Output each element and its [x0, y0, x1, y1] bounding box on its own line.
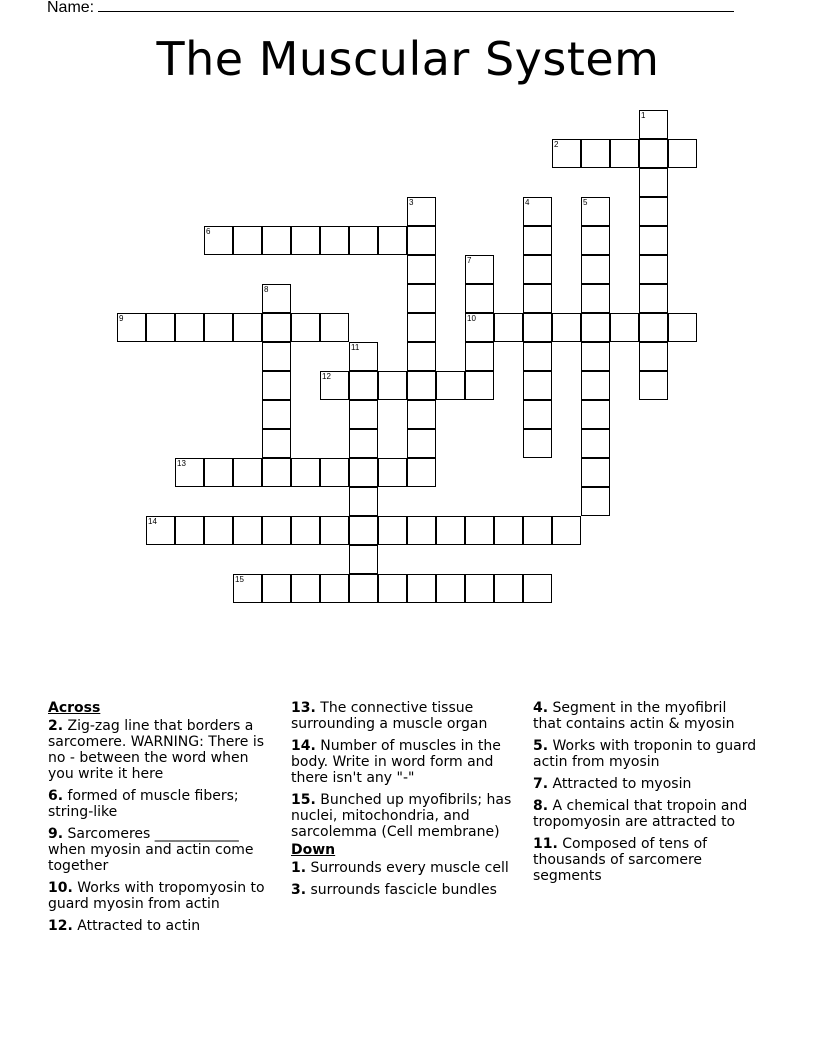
grid-cell[interactable] — [465, 255, 494, 284]
grid-cell[interactable] — [668, 313, 697, 342]
clue-number: 9. — [48, 826, 64, 842]
cell-number: 12 — [322, 372, 331, 381]
grid-cell[interactable] — [291, 574, 320, 603]
grid-cell[interactable] — [639, 284, 668, 313]
grid-cell[interactable] — [204, 458, 233, 487]
cell-number: 8 — [264, 285, 269, 294]
grid-cell[interactable] — [639, 371, 668, 400]
across-clue-9 — [48, 826, 273, 874]
clue-number: 11. — [533, 836, 558, 852]
clue-text: Attracted to myosin — [548, 776, 692, 792]
grid-cell[interactable] — [262, 516, 291, 545]
cell-number: 7 — [467, 256, 472, 265]
grid-cell[interactable] — [262, 458, 291, 487]
grid-cell[interactable] — [465, 313, 494, 342]
grid-cell[interactable] — [581, 400, 610, 429]
grid-cell[interactable] — [523, 255, 552, 284]
grid-cell[interactable] — [523, 197, 552, 226]
cell-number: 5 — [583, 198, 588, 207]
grid-cell[interactable] — [465, 371, 494, 400]
grid-cell[interactable] — [581, 429, 610, 458]
grid-cell[interactable] — [349, 545, 378, 574]
across-clue-14 — [291, 738, 516, 786]
down-clue-1 — [291, 860, 516, 876]
grid-cell[interactable] — [581, 313, 610, 342]
grid-cell[interactable] — [349, 371, 378, 400]
grid-cell[interactable] — [320, 574, 349, 603]
grid-cell[interactable] — [407, 197, 436, 226]
clue-number: 1. — [291, 860, 307, 876]
grid-cell[interactable] — [552, 516, 581, 545]
cell-number: 1 — [641, 111, 646, 120]
cell-number: 2 — [554, 140, 559, 149]
clue-text: Works with tropomyosin to guard myosin from actin — [48, 880, 265, 912]
grid-cell[interactable] — [204, 226, 233, 255]
clue-number: 7. — [533, 776, 549, 792]
grid-cell[interactable] — [407, 226, 436, 255]
name-label: Name: — [47, 0, 95, 16]
grid-cell[interactable] — [407, 342, 436, 371]
grid-cell[interactable] — [378, 516, 407, 545]
grid-cell[interactable] — [465, 574, 494, 603]
grid-cell[interactable] — [581, 342, 610, 371]
grid-cell[interactable] — [262, 574, 291, 603]
grid-cell[interactable] — [523, 516, 552, 545]
grid-cell[interactable] — [668, 139, 697, 168]
clue-number: 4. — [533, 700, 549, 716]
grid-cell[interactable] — [291, 313, 320, 342]
clue-number: 15. — [291, 792, 316, 808]
grid-cell[interactable] — [349, 400, 378, 429]
grid-cell[interactable] — [523, 429, 552, 458]
grid-cell[interactable] — [204, 516, 233, 545]
clue-text: Sarcomeres ____________ when myosin and actin come together — [48, 826, 254, 874]
down-clue-3 — [291, 882, 516, 898]
grid-cell[interactable] — [552, 139, 581, 168]
grid-cell[interactable] — [349, 516, 378, 545]
clue-text: The connective tissue surrounding a muscle organ — [291, 700, 488, 732]
cell-number: 14 — [148, 517, 157, 526]
clue-text: Composed of tens of thousands of sarcomere segments — [533, 836, 708, 884]
grid-cell[interactable] — [494, 574, 523, 603]
grid-cell[interactable] — [320, 516, 349, 545]
grid-cell[interactable] — [262, 400, 291, 429]
grid-cell[interactable] — [233, 574, 262, 603]
cell-number: 10 — [467, 314, 476, 323]
grid-cell[interactable] — [639, 313, 668, 342]
grid-cell[interactable] — [581, 371, 610, 400]
grid-cell[interactable] — [349, 429, 378, 458]
down-heading: Down — [291, 842, 336, 858]
grid-cell[interactable] — [552, 313, 581, 342]
grid-cell[interactable] — [378, 226, 407, 255]
clue-text: Bunched up myofibrils; has nuclei, mitochondria, and sarcolemma (Cell membrane) — [291, 792, 512, 840]
grid-cell[interactable] — [581, 458, 610, 487]
grid-cell[interactable] — [320, 458, 349, 487]
clue-text: Surrounds every muscle cell — [306, 860, 509, 876]
grid-cell[interactable] — [407, 429, 436, 458]
grid-cell[interactable] — [407, 284, 436, 313]
grid-cell[interactable] — [407, 516, 436, 545]
grid-cell[interactable] — [494, 516, 523, 545]
clue-text: Segment in the myofibril that contains actin & myosin — [533, 700, 735, 732]
grid-cell[interactable] — [639, 197, 668, 226]
grid-cell[interactable] — [523, 371, 552, 400]
grid-cell[interactable] — [349, 226, 378, 255]
grid-cell[interactable] — [175, 516, 204, 545]
grid-cell[interactable] — [407, 255, 436, 284]
across-clue-15 — [291, 792, 516, 840]
grid-cell[interactable] — [523, 313, 552, 342]
clue-text: Zig-zag line that borders a sarcomere. WARNING: There is no - between the word when you write it here — [48, 718, 265, 782]
grid-cell[interactable] — [146, 313, 175, 342]
grid-cell[interactable] — [291, 226, 320, 255]
grid-cell[interactable] — [233, 226, 262, 255]
down-clue-5 — [533, 738, 758, 770]
grid-cell[interactable] — [465, 284, 494, 313]
grid-cell[interactable] — [639, 139, 668, 168]
grid-cell[interactable] — [262, 429, 291, 458]
grid-cell[interactable] — [349, 458, 378, 487]
grid-cell[interactable] — [320, 371, 349, 400]
clue-text: Works with troponin to guard actin from myosin — [533, 738, 757, 770]
grid-cell[interactable] — [523, 574, 552, 603]
across-clue-6 — [48, 788, 273, 820]
clues-column-3 — [533, 700, 758, 890]
clues-column-2 — [291, 700, 516, 904]
grid-cell[interactable] — [378, 371, 407, 400]
grid-cell[interactable] — [291, 458, 320, 487]
grid-cell[interactable] — [262, 313, 291, 342]
grid-cell[interactable] — [233, 458, 262, 487]
grid-cell[interactable] — [291, 516, 320, 545]
grid-cell[interactable] — [639, 168, 668, 197]
across-clue-10 — [48, 880, 273, 912]
grid-cell[interactable] — [581, 226, 610, 255]
grid-cell[interactable] — [175, 458, 204, 487]
clue-number: 3. — [291, 882, 307, 898]
grid-cell[interactable] — [349, 342, 378, 371]
grid-cell[interactable] — [233, 516, 262, 545]
clue-number: 12. — [48, 918, 73, 934]
grid-cell[interactable] — [581, 284, 610, 313]
cell-number: 4 — [525, 198, 530, 207]
clue-text: formed of muscle fibers; string-like — [48, 788, 239, 820]
grid-cell[interactable] — [436, 516, 465, 545]
grid-cell[interactable] — [349, 487, 378, 516]
cell-number: 13 — [177, 459, 186, 468]
grid-cell[interactable] — [465, 516, 494, 545]
grid-cell[interactable] — [262, 342, 291, 371]
clue-number: 2. — [48, 718, 64, 734]
clue-text: Attracted to actin — [72, 918, 201, 934]
grid-cell[interactable] — [146, 516, 175, 545]
clue-text: Number of muscles in the body. Write in word form and there isn't any "-" — [291, 738, 501, 786]
across-clue-13 — [291, 700, 516, 732]
grid-cell[interactable] — [523, 400, 552, 429]
grid-cell[interactable] — [320, 313, 349, 342]
grid-cell[interactable] — [349, 574, 378, 603]
grid-cell[interactable] — [523, 284, 552, 313]
grid-cell[interactable] — [407, 574, 436, 603]
clue-text: A chemical that tropoin and tropomyosin are attracted to — [533, 798, 748, 830]
grid-cell[interactable] — [523, 342, 552, 371]
grid-cell[interactable] — [407, 371, 436, 400]
grid-cell[interactable] — [407, 458, 436, 487]
grid-cell[interactable] — [581, 139, 610, 168]
grid-cell[interactable] — [378, 574, 407, 603]
down-clue-11 — [533, 836, 758, 884]
grid-cell[interactable] — [581, 487, 610, 516]
cell-number: 9 — [119, 314, 124, 323]
grid-cell[interactable] — [320, 226, 349, 255]
grid-cell[interactable] — [378, 458, 407, 487]
grid-cell[interactable] — [233, 313, 262, 342]
page-title: The Muscular System — [156, 32, 660, 86]
grid-cell[interactable] — [639, 110, 668, 139]
down-clue-7 — [533, 776, 758, 792]
grid-cell[interactable] — [262, 371, 291, 400]
clues-column-1 — [48, 700, 273, 940]
grid-cell[interactable] — [465, 342, 494, 371]
across-clue-2 — [48, 718, 273, 782]
grid-cell[interactable] — [581, 197, 610, 226]
across-heading: Across — [48, 700, 101, 716]
down-clue-4 — [533, 700, 758, 732]
clue-number: 8. — [533, 798, 549, 814]
grid-cell[interactable] — [262, 226, 291, 255]
grid-cell[interactable] — [117, 313, 146, 342]
grid-cell[interactable] — [407, 313, 436, 342]
cell-number: 6 — [206, 227, 211, 236]
clue-number: 5. — [533, 738, 549, 754]
grid-cell[interactable] — [204, 313, 233, 342]
grid-cell[interactable] — [436, 574, 465, 603]
grid-cell[interactable] — [262, 284, 291, 313]
grid-cell[interactable] — [175, 313, 204, 342]
clue-number: 13. — [291, 700, 316, 716]
grid-cell[interactable] — [639, 342, 668, 371]
clue-number: 6. — [48, 788, 64, 804]
grid-cell[interactable] — [610, 139, 639, 168]
cell-number: 15 — [235, 575, 244, 584]
grid-cell[interactable] — [407, 400, 436, 429]
cell-number: 11 — [351, 343, 360, 352]
grid-cell[interactable] — [436, 371, 465, 400]
grid-cell[interactable] — [639, 226, 668, 255]
grid-cell[interactable] — [610, 313, 639, 342]
down-clue-8 — [533, 798, 758, 830]
cell-number: 3 — [409, 198, 414, 207]
grid-cell[interactable] — [639, 255, 668, 284]
across-clue-12 — [48, 918, 273, 934]
clue-number: 14. — [291, 738, 316, 754]
grid-cell[interactable] — [581, 255, 610, 284]
grid-cell[interactable] — [523, 226, 552, 255]
grid-cell[interactable] — [494, 313, 523, 342]
clue-text: surrounds fascicle bundles — [306, 882, 497, 898]
clue-number: 10. — [48, 880, 73, 896]
